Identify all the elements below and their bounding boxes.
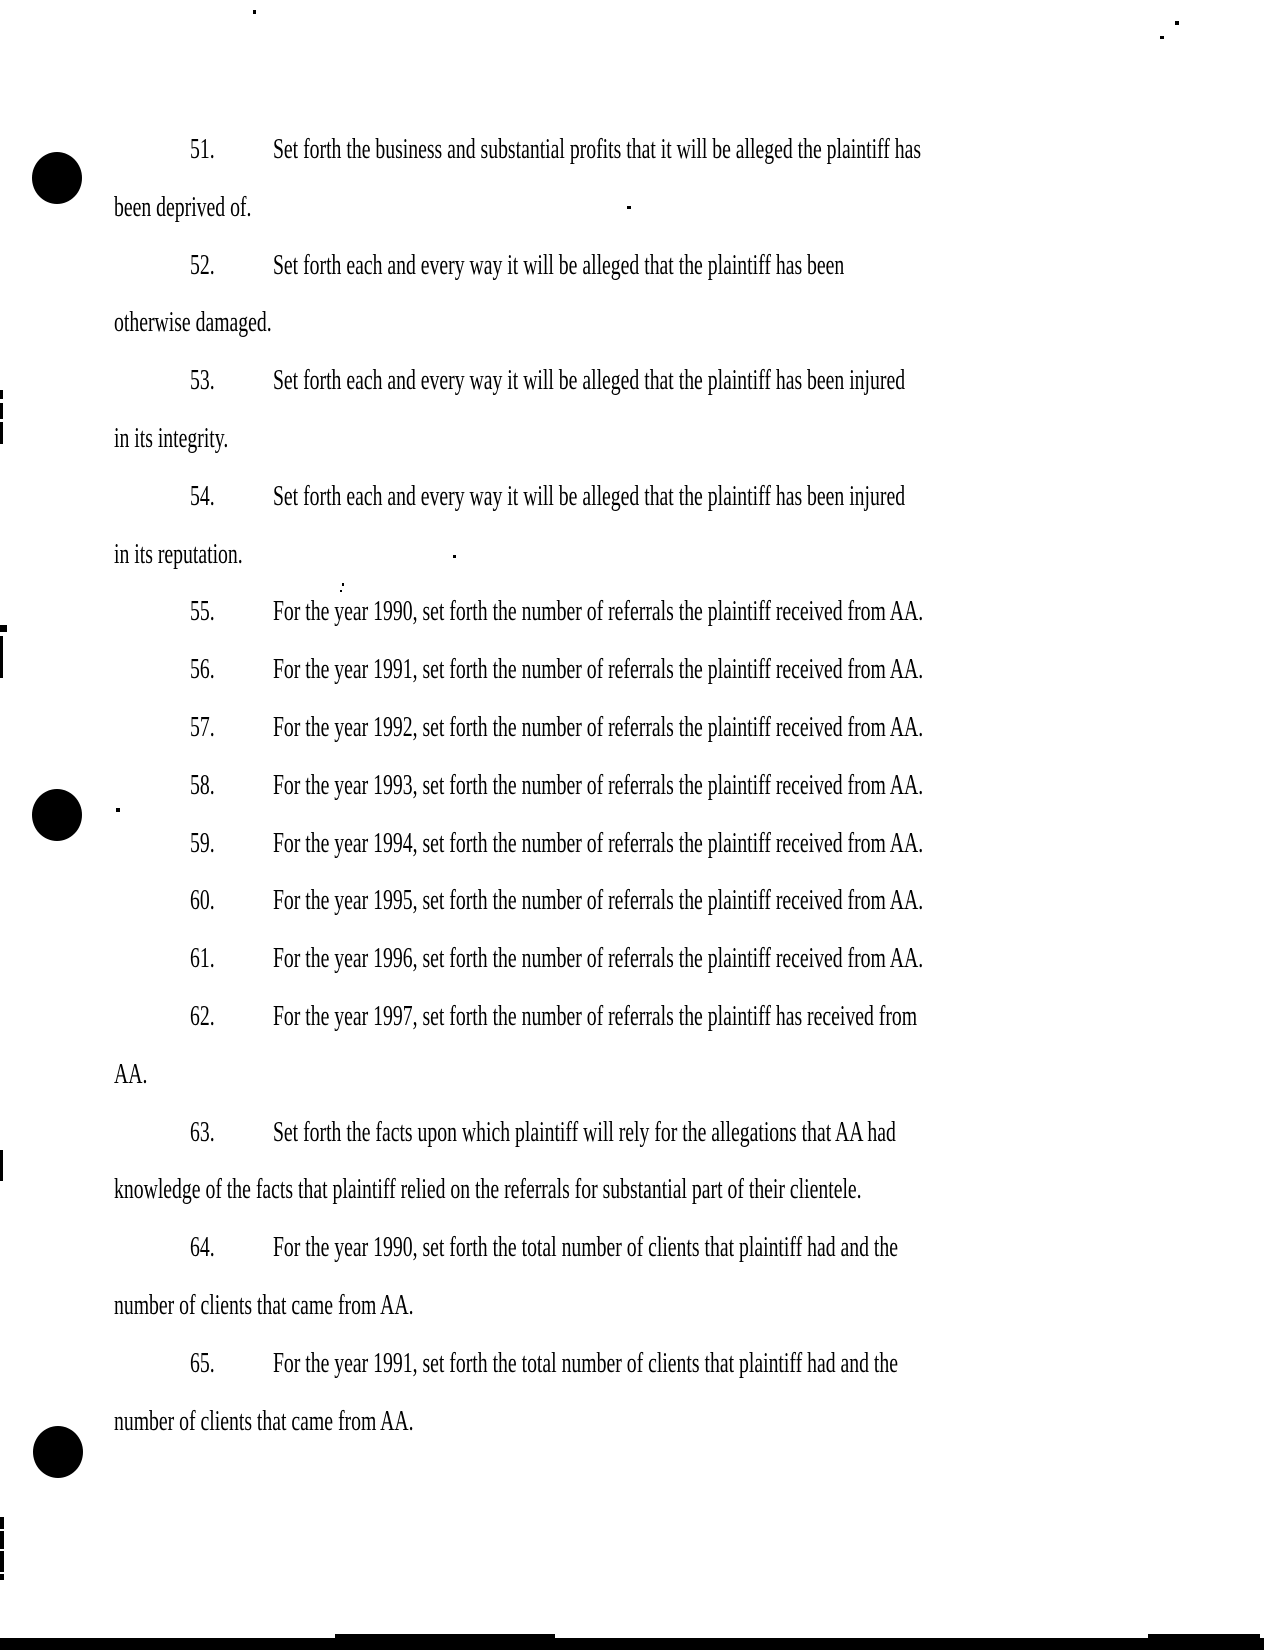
- toner-speck: [1175, 21, 1179, 25]
- paragraph-number: 63.: [190, 1116, 215, 1148]
- line-text: in its integrity.: [114, 422, 229, 454]
- edge-scan-mark: [0, 390, 3, 399]
- edge-scan-mark: [0, 1150, 3, 1181]
- paragraph-number: 56.: [190, 653, 215, 685]
- document-line: [190, 248, 844, 282]
- document-line: [190, 999, 917, 1033]
- document-line: [190, 652, 923, 686]
- line-text: For the year 1994, set forth the number of referrals the plaintiff received from AA.: [272, 827, 924, 859]
- line-text: For the year 1991, set forth the number of referrals the plaintiff received from AA.: [272, 653, 924, 685]
- paragraph-number: 57.: [190, 711, 215, 743]
- punch-hole-middle: [32, 789, 82, 841]
- paragraph-number: 55.: [190, 595, 215, 627]
- document-line: [190, 710, 923, 744]
- paragraph-number: 53.: [190, 364, 215, 396]
- edge-scan-mark: [0, 1517, 4, 1529]
- line-text: otherwise damaged.: [114, 306, 272, 338]
- line-text: Set forth the business and substantial profits that it will be alleged the plaintiff has: [272, 133, 922, 165]
- document-line: [114, 305, 272, 339]
- document-line: [114, 190, 251, 224]
- line-text: For the year 1996, set forth the number of referrals the plaintiff received from AA.: [272, 942, 924, 974]
- document-line: [114, 1057, 147, 1091]
- toner-speck: [342, 583, 344, 586]
- document-line: [190, 1346, 898, 1380]
- paragraph-number: 52.: [190, 249, 215, 281]
- line-text: For the year 1993, set forth the number of referrals the plaintiff received from AA.: [272, 769, 924, 801]
- line-text: AA.: [114, 1058, 148, 1090]
- toner-speck: [340, 590, 342, 592]
- toner-speck: [1160, 36, 1164, 39]
- line-text: For the year 1992, set forth the number of referrals the plaintiff received from AA.: [272, 711, 924, 743]
- line-text: Set forth each and every way it will be alleged that the plaintiff has been: [272, 249, 845, 281]
- document-line: [190, 883, 923, 917]
- document-line: [190, 363, 905, 397]
- document-line: [114, 537, 243, 571]
- document-line: [190, 768, 923, 802]
- punch-hole-bottom: [33, 1426, 83, 1478]
- line-text: For the year 1991, set forth the total number of clients that plaintiff had and the: [272, 1347, 898, 1379]
- line-text: been deprived of.: [114, 191, 252, 223]
- document-line: [114, 1404, 414, 1438]
- paragraph-number: 62.: [190, 1000, 215, 1032]
- edge-scan-mark: [0, 1551, 4, 1572]
- paragraph-number: 64.: [190, 1231, 215, 1263]
- document-line: [190, 826, 923, 860]
- paragraph-number: 58.: [190, 769, 215, 801]
- document-line: [114, 1288, 414, 1322]
- toner-speck: [253, 10, 256, 14]
- toner-speck: [627, 206, 631, 209]
- line-text: number of clients that came from AA.: [114, 1405, 414, 1437]
- edge-scan-mark: [0, 636, 3, 678]
- line-text: Set forth the facts upon which plaintiff will rely for the allegations that AA had: [272, 1116, 896, 1148]
- edge-scan-mark: [0, 422, 3, 444]
- line-text: Set forth each and every way it will be alleged that the plaintiff has been injured: [272, 480, 906, 512]
- line-text: For the year 1990, set forth the number of referrals the plaintiff received from AA.: [272, 595, 924, 627]
- edge-scan-mark: [0, 1574, 4, 1580]
- paragraph-number: 60.: [190, 884, 215, 916]
- document-line: [190, 1115, 896, 1149]
- paragraph-number: 59.: [190, 827, 215, 859]
- edge-scan-mark: [0, 403, 3, 419]
- paragraph-number: 54.: [190, 480, 215, 512]
- document-line: [190, 132, 921, 166]
- edge-scan-mark: [0, 1531, 4, 1549]
- paragraph-number: 61.: [190, 942, 215, 974]
- paragraph-number: 51.: [190, 133, 215, 165]
- line-text: For the year 1995, set forth the number of referrals the plaintiff received from AA.: [272, 884, 924, 916]
- line-text: in its reputation.: [114, 538, 243, 570]
- document-line: [190, 594, 923, 628]
- scan-edge-bar: [0, 1638, 1264, 1650]
- punch-hole-top: [32, 152, 82, 204]
- toner-speck: [116, 808, 120, 812]
- document-line: [190, 479, 905, 513]
- line-text: knowledge of the facts that plaintiff relied on the referrals for substantial part of their clientele.: [114, 1173, 862, 1205]
- document-line: [190, 941, 923, 975]
- toner-speck: [453, 555, 456, 558]
- document-line: [114, 1172, 862, 1206]
- line-text: For the year 1990, set forth the total number of clients that plaintiff had and the: [272, 1231, 898, 1263]
- line-text: number of clients that came from AA.: [114, 1289, 414, 1321]
- line-text: For the year 1997, set forth the number of referrals the plaintiff has received from: [272, 1000, 918, 1032]
- document-line: [190, 1230, 898, 1264]
- paragraph-number: 65.: [190, 1347, 215, 1379]
- line-text: Set forth each and every way it will be alleged that the plaintiff has been injured: [272, 364, 906, 396]
- document-line: [114, 421, 228, 455]
- edge-scan-mark: [0, 625, 7, 632]
